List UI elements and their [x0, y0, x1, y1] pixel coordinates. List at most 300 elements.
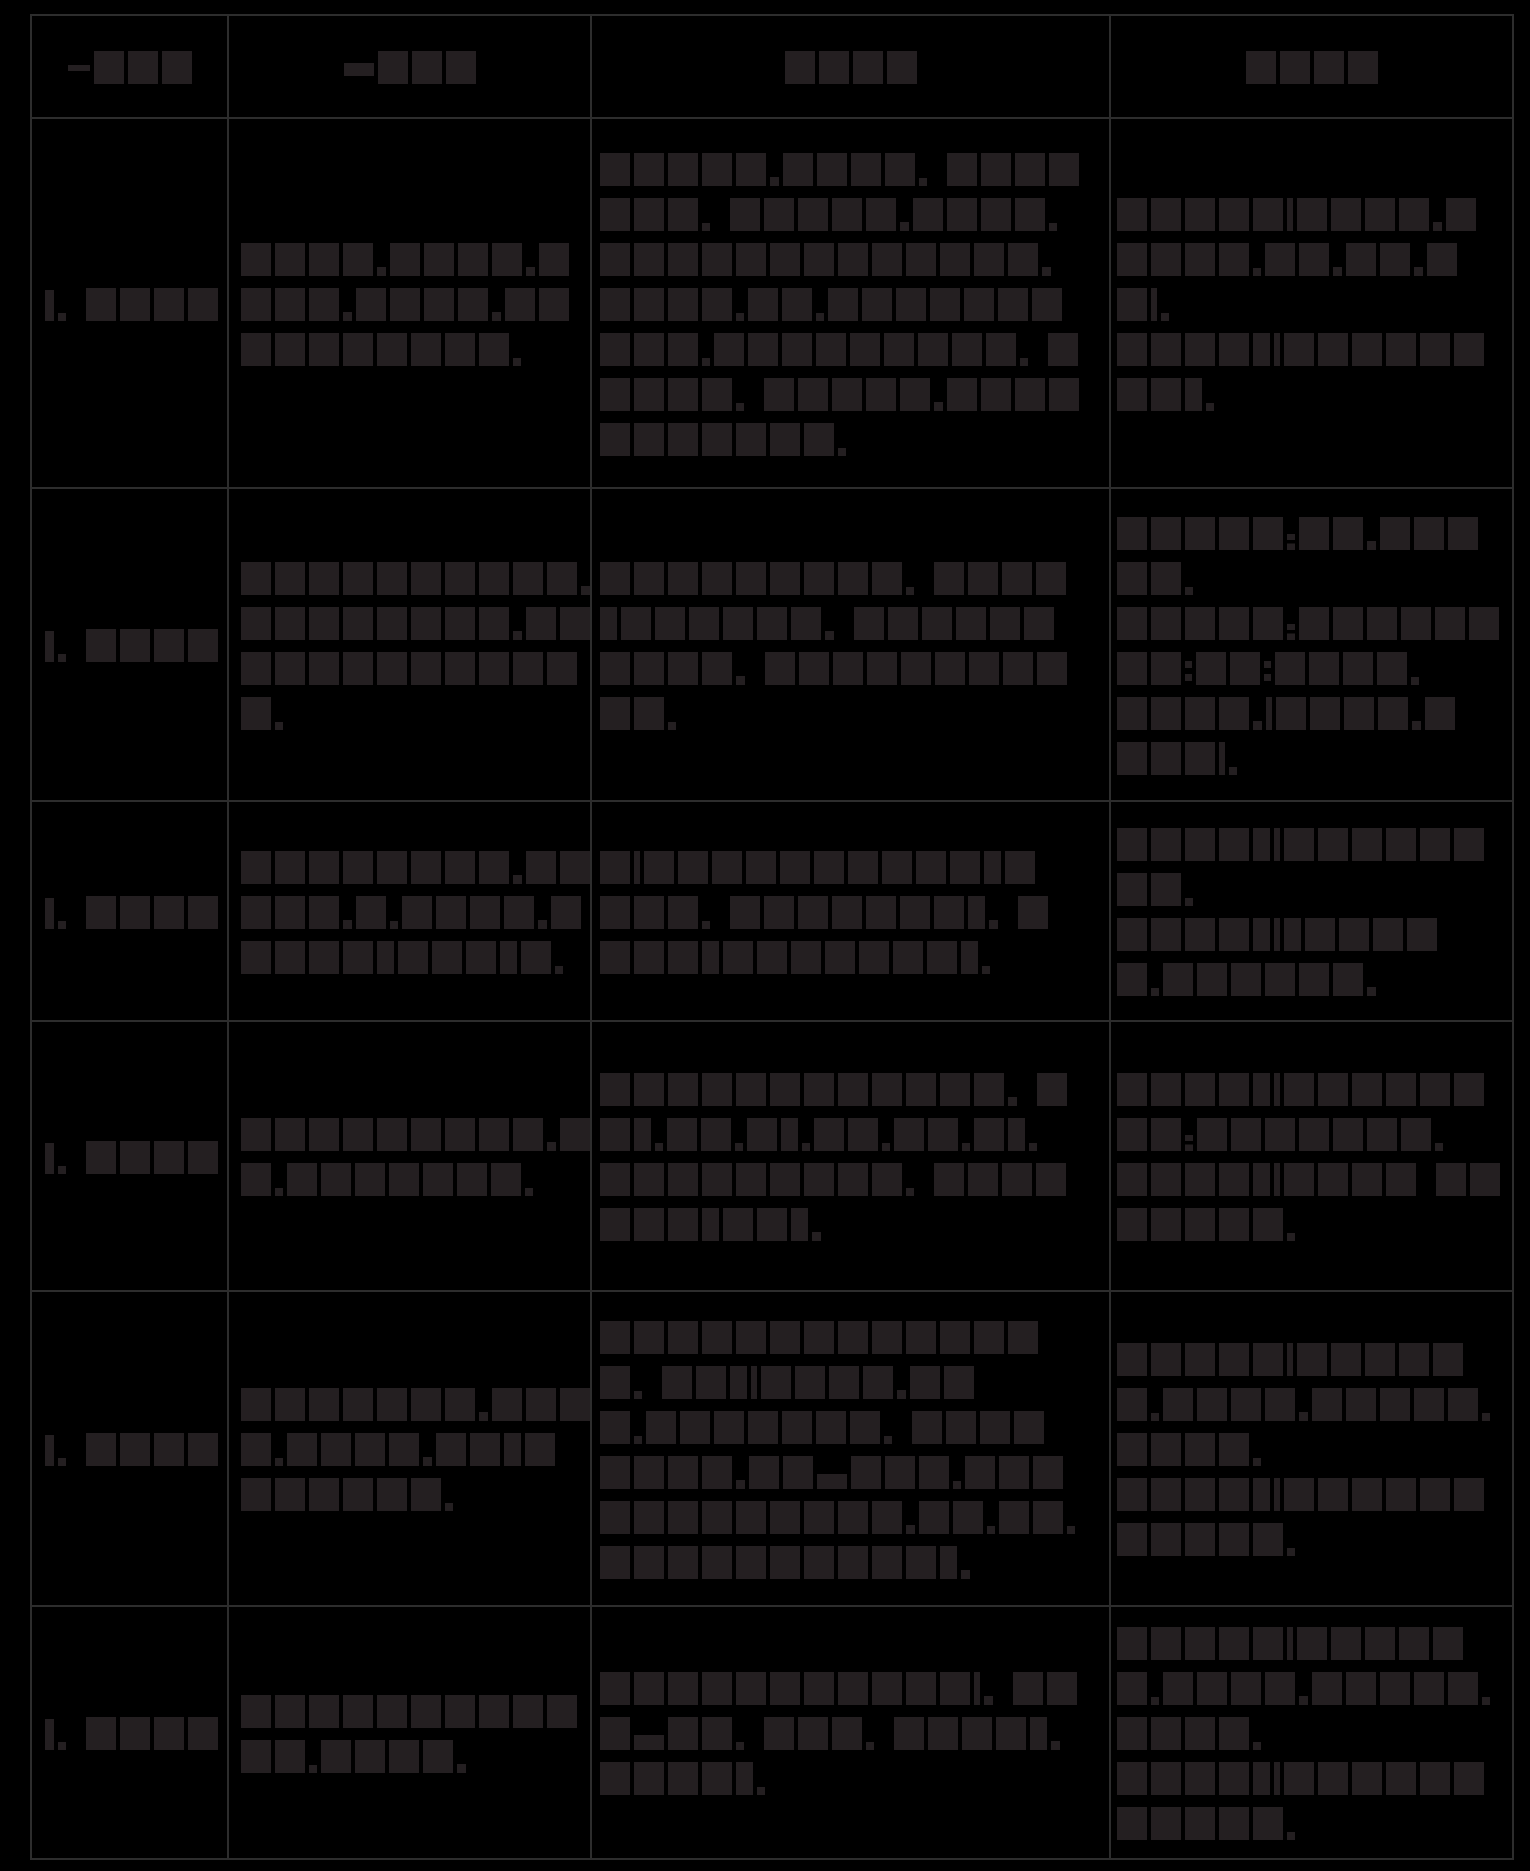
- block-glyph: [662, 1366, 692, 1399]
- block-glyph: [816, 333, 846, 366]
- text-line: [1117, 1471, 1512, 1516]
- block-glyph: [539, 288, 569, 321]
- block-glyph: [411, 652, 441, 685]
- block-glyph: [505, 288, 535, 321]
- vertical-bar-glyph: [1287, 198, 1293, 231]
- block-glyph: [1015, 153, 1045, 186]
- block-glyph: [782, 288, 812, 321]
- narrow-block-glyph: [702, 1208, 719, 1241]
- block-glyph: [424, 288, 454, 321]
- block-glyph: [600, 1366, 630, 1399]
- block-glyph: [1151, 873, 1181, 906]
- narrow-block-glyph: [1253, 1762, 1270, 1795]
- narrow-block-glyph: [1253, 918, 1270, 951]
- block-glyph: [678, 851, 708, 884]
- block-glyph: [1380, 517, 1410, 550]
- block-glyph: [872, 243, 902, 276]
- comma-glyph: [736, 676, 745, 685]
- block-glyph: [1420, 333, 1450, 366]
- period-glyph: [58, 1742, 66, 1750]
- block-glyph: [749, 1456, 779, 1489]
- block-glyph: [275, 562, 305, 595]
- block-glyph: [1003, 652, 1033, 685]
- block-glyph: [600, 1717, 630, 1750]
- block-glyph: [901, 652, 931, 685]
- digit-glyph: [45, 290, 54, 321]
- indicator-cell-c2: [229, 1607, 592, 1858]
- block-glyph: [539, 243, 569, 276]
- narrow-block-glyph: [791, 1208, 808, 1241]
- text-line: [600, 371, 1109, 416]
- text-line: [344, 44, 476, 89]
- block-glyph: [1399, 1343, 1429, 1376]
- indicator-cell-c4: [1111, 1022, 1512, 1292]
- block-glyph: [309, 1388, 339, 1421]
- period-glyph: [1185, 587, 1193, 595]
- block-glyph: [1284, 1762, 1314, 1795]
- indicator-cell-c3: [592, 1022, 1111, 1292]
- block-glyph: [412, 51, 442, 84]
- block-glyph: [814, 851, 844, 884]
- text-line: [241, 326, 590, 371]
- period-glyph: [1049, 223, 1057, 231]
- block-glyph: [1117, 1433, 1147, 1466]
- block-glyph: [445, 851, 475, 884]
- block-glyph: [1454, 828, 1484, 861]
- text-line: [600, 191, 1109, 236]
- block-glyph: [411, 1118, 441, 1151]
- comma-glyph: [1367, 541, 1376, 550]
- block-glyph: [1414, 1672, 1444, 1705]
- block-glyph: [714, 333, 744, 366]
- block-glyph: [1470, 1163, 1500, 1196]
- text-line: [45, 622, 227, 667]
- vertical-bar-glyph: [1266, 697, 1272, 730]
- block-glyph: [668, 652, 698, 685]
- block-glyph: [934, 562, 964, 595]
- text-line: [600, 326, 1109, 371]
- text-line: [600, 1494, 1109, 1539]
- period-glyph: [1287, 1548, 1295, 1556]
- comma-glyph: [343, 312, 352, 321]
- block-glyph: [1284, 1073, 1314, 1106]
- text-line: [241, 1471, 590, 1516]
- block-glyph: [1117, 1118, 1147, 1151]
- space-gap: [997, 1704, 1009, 1705]
- block-glyph: [560, 607, 590, 640]
- block-glyph: [634, 1208, 664, 1241]
- block-glyph: [701, 1118, 731, 1151]
- block-glyph: [884, 333, 914, 366]
- block-glyph: [355, 1433, 385, 1466]
- block-glyph: [947, 198, 977, 231]
- block-glyph: [872, 1073, 902, 1106]
- block-glyph: [1312, 1672, 1342, 1705]
- block-glyph: [241, 697, 271, 730]
- block-glyph: [1151, 1073, 1181, 1106]
- indicator-cell-c2: [229, 489, 592, 802]
- block-glyph: [1185, 243, 1215, 276]
- block-glyph: [668, 1073, 698, 1106]
- block-glyph: [513, 1118, 543, 1151]
- block-glyph: [946, 1411, 976, 1444]
- text-line: [1117, 1336, 1512, 1381]
- block-glyph: [906, 1546, 936, 1579]
- block-glyph: [398, 941, 428, 974]
- text-line: [68, 44, 192, 89]
- block-glyph: [1297, 1343, 1327, 1376]
- block-glyph: [1231, 1118, 1261, 1151]
- block-glyph: [424, 243, 454, 276]
- block-glyph: [526, 851, 556, 884]
- block-glyph: [829, 1366, 859, 1399]
- block-glyph: [1163, 1672, 1193, 1705]
- block-glyph: [702, 378, 732, 411]
- block-glyph: [634, 1163, 664, 1196]
- digit-glyph: [45, 631, 54, 662]
- block-glyph: [1219, 697, 1249, 730]
- block-glyph: [736, 243, 766, 276]
- indicator-cell-c3: [592, 1292, 1111, 1607]
- block-glyph: [1036, 1163, 1066, 1196]
- block-glyph: [411, 607, 441, 640]
- text-line: [241, 889, 590, 934]
- block-glyph: [634, 198, 664, 231]
- block-glyph: [1265, 1388, 1295, 1421]
- text-line: [45, 1710, 227, 1755]
- narrow-block-glyph: [1284, 918, 1301, 951]
- text-line: [1117, 510, 1512, 555]
- block-glyph: [377, 1118, 407, 1151]
- vertical-bar-glyph: [974, 1672, 980, 1705]
- block-glyph: [1331, 1627, 1361, 1660]
- block-glyph: [1386, 1762, 1416, 1795]
- block-glyph: [1454, 1073, 1484, 1106]
- block-glyph: [1253, 198, 1283, 231]
- period-glyph: [58, 1166, 66, 1174]
- block-glyph: [634, 1762, 664, 1795]
- block-glyph: [894, 1118, 924, 1151]
- block-glyph: [436, 1433, 466, 1466]
- block-glyph: [321, 1163, 351, 1196]
- text-line: [600, 690, 1109, 735]
- narrow-block-glyph: [961, 941, 978, 974]
- text-line: [45, 281, 227, 326]
- narrow-block-glyph: [600, 607, 617, 640]
- block-glyph: [1420, 1762, 1450, 1795]
- block-glyph: [343, 607, 373, 640]
- block-glyph: [1420, 828, 1450, 861]
- block-glyph: [1219, 1807, 1249, 1840]
- block-glyph: [356, 896, 386, 929]
- text-line: [241, 281, 590, 326]
- block-glyph: [906, 1073, 936, 1106]
- block-glyph: [309, 607, 339, 640]
- block-glyph: [1151, 918, 1181, 951]
- block-glyph: [1117, 198, 1147, 231]
- block-glyph: [1185, 1163, 1215, 1196]
- block-glyph: [1380, 243, 1410, 276]
- block-glyph: [947, 153, 977, 186]
- block-glyph: [832, 1717, 862, 1750]
- block-glyph: [1185, 1343, 1215, 1376]
- narrow-block-glyph: [1253, 1478, 1270, 1511]
- block-glyph: [782, 1411, 812, 1444]
- text-line: [1117, 555, 1512, 600]
- period-glyph: [445, 1503, 453, 1511]
- block-glyph: [968, 1163, 998, 1196]
- block-glyph: [702, 1163, 732, 1196]
- block-glyph: [1339, 918, 1369, 951]
- block-glyph: [1305, 918, 1335, 951]
- block-glyph: [919, 1456, 949, 1489]
- block-glyph: [696, 1366, 726, 1399]
- block-glyph: [798, 198, 828, 231]
- space-gap: [1002, 928, 1014, 929]
- period-glyph: [757, 1787, 765, 1795]
- block-glyph: [1151, 198, 1181, 231]
- block-glyph: [600, 1501, 630, 1534]
- block-glyph: [600, 1321, 630, 1354]
- block-glyph: [309, 896, 339, 929]
- block-glyph: [974, 243, 1004, 276]
- block-glyph: [343, 941, 373, 974]
- block-glyph: [1219, 198, 1249, 231]
- block-glyph: [1343, 652, 1373, 685]
- block-glyph: [872, 1501, 902, 1534]
- block-glyph: [1333, 517, 1363, 550]
- block-glyph: [458, 243, 488, 276]
- block-glyph: [1185, 1478, 1215, 1511]
- text-line: [600, 1710, 1109, 1755]
- period-glyph: [275, 1458, 283, 1466]
- block-glyph: [1297, 1627, 1327, 1660]
- block-glyph: [1433, 1343, 1463, 1376]
- period-glyph: [702, 358, 710, 366]
- block-glyph: [1299, 607, 1329, 640]
- block-glyph: [1117, 1073, 1147, 1106]
- block-glyph: [770, 1163, 800, 1196]
- block-glyph: [1253, 1343, 1283, 1376]
- block-glyph: [736, 153, 766, 186]
- block-glyph: [736, 1321, 766, 1354]
- period-glyph: [906, 587, 914, 595]
- comma-glyph: [989, 920, 998, 929]
- block-glyph: [668, 378, 698, 411]
- block-glyph: [828, 288, 858, 321]
- text-line: [241, 236, 590, 281]
- block-glyph: [872, 1321, 902, 1354]
- text-line: [45, 1134, 227, 1179]
- block-glyph: [1433, 1627, 1463, 1660]
- text-line: [600, 844, 1109, 889]
- block-glyph: [804, 1321, 834, 1354]
- block-glyph: [241, 607, 271, 640]
- block-glyph: [343, 652, 373, 685]
- block-glyph: [1365, 1343, 1395, 1376]
- text-line: [1117, 911, 1512, 956]
- block-glyph: [1333, 1118, 1363, 1151]
- block-glyph: [798, 1717, 828, 1750]
- text-line: [600, 600, 1109, 645]
- block-glyph: [445, 1118, 475, 1151]
- block-glyph: [838, 562, 868, 595]
- block-glyph: [1318, 333, 1348, 366]
- text-line: [1117, 1710, 1512, 1755]
- period-glyph: [275, 1188, 283, 1196]
- block-glyph: [668, 1208, 698, 1241]
- text-line: [600, 934, 1109, 979]
- block-glyph: [1032, 288, 1062, 321]
- text-line: [241, 1381, 590, 1426]
- block-glyph: [1219, 1762, 1249, 1795]
- narrow-block-glyph: [940, 1546, 957, 1579]
- block-glyph: [956, 607, 986, 640]
- block-glyph: [668, 1321, 698, 1354]
- block-glyph: [634, 697, 664, 730]
- block-glyph: [1185, 828, 1215, 861]
- block-glyph: [1448, 517, 1478, 550]
- block-glyph: [702, 288, 732, 321]
- text-line: [600, 1201, 1109, 1246]
- block-glyph: [918, 333, 948, 366]
- space-gap: [70, 1173, 82, 1174]
- block-glyph: [479, 333, 509, 366]
- space-gap: [878, 1749, 890, 1750]
- block-glyph: [714, 1411, 744, 1444]
- vertical-bar-glyph: [751, 1366, 757, 1399]
- block-glyph: [1117, 517, 1147, 550]
- narrow-block-glyph: [634, 1118, 651, 1151]
- text-line: [1117, 281, 1512, 326]
- block-glyph: [838, 1321, 868, 1354]
- comma-glyph: [1299, 1412, 1308, 1421]
- period-glyph: [1067, 1526, 1075, 1534]
- block-glyph: [1117, 243, 1147, 276]
- comma-glyph: [1333, 267, 1342, 276]
- narrow-block-glyph: [1253, 333, 1270, 366]
- block-glyph: [309, 941, 339, 974]
- block-glyph: [1015, 198, 1045, 231]
- block-glyph: [1185, 1433, 1215, 1466]
- block-glyph: [1185, 1523, 1215, 1556]
- block-glyph: [1380, 1672, 1410, 1705]
- block-glyph: [275, 607, 305, 640]
- block-glyph: [1420, 1073, 1450, 1106]
- block-glyph: [1151, 1433, 1181, 1466]
- block-glyph: [634, 243, 664, 276]
- block-glyph: [848, 1118, 878, 1151]
- block-glyph: [634, 562, 664, 595]
- block-glyph: [1117, 828, 1147, 861]
- block-glyph: [479, 562, 509, 595]
- block-glyph: [600, 896, 630, 929]
- block-glyph: [600, 1672, 630, 1705]
- block-glyph: [730, 896, 760, 929]
- block-glyph: [964, 288, 994, 321]
- block-glyph: [188, 1717, 218, 1750]
- block-glyph: [838, 1163, 868, 1196]
- block-glyph: [668, 1546, 698, 1579]
- block-glyph: [600, 1456, 630, 1489]
- block-glyph: [894, 1717, 924, 1750]
- period-glyph: [802, 1143, 810, 1151]
- block-glyph: [1299, 1118, 1329, 1151]
- block-glyph: [600, 1546, 630, 1579]
- block-glyph: [668, 423, 698, 456]
- period-glyph: [525, 1188, 533, 1196]
- block-glyph: [1151, 607, 1181, 640]
- block-glyph: [445, 333, 475, 366]
- block-glyph: [491, 1163, 521, 1196]
- block-glyph: [436, 896, 466, 929]
- row-number-cell: [32, 489, 229, 802]
- block-glyph: [965, 1456, 995, 1489]
- comma-glyph: [1414, 267, 1423, 276]
- block-glyph: [1117, 1807, 1147, 1840]
- space-gap: [714, 230, 726, 231]
- comma-glyph: [423, 1457, 432, 1466]
- block-glyph: [1299, 517, 1329, 550]
- block-glyph: [1401, 607, 1431, 640]
- period-glyph: [1185, 898, 1193, 906]
- block-glyph: [275, 1388, 305, 1421]
- block-glyph: [309, 1118, 339, 1151]
- period-glyph: [1020, 358, 1028, 366]
- block-glyph: [953, 1501, 983, 1534]
- text-line: [600, 1359, 1109, 1404]
- text-line: [241, 600, 590, 645]
- block-glyph: [1015, 378, 1045, 411]
- text-line: [600, 555, 1109, 600]
- period-glyph: [634, 1391, 642, 1399]
- comma-glyph: [897, 1390, 906, 1399]
- narrow-block-glyph: [1253, 828, 1270, 861]
- block-glyph: [1454, 333, 1484, 366]
- text-line: [600, 281, 1109, 326]
- block-glyph: [1435, 607, 1465, 640]
- block-glyph: [423, 1740, 453, 1773]
- text-line: [785, 44, 917, 89]
- block-glyph: [1151, 562, 1181, 595]
- narrow-block-glyph: [504, 1433, 521, 1466]
- block-glyph: [783, 1456, 813, 1489]
- block-glyph: [600, 1208, 630, 1241]
- block-glyph: [825, 941, 855, 974]
- block-glyph: [526, 607, 556, 640]
- block-glyph: [723, 1208, 753, 1241]
- narrow-block-glyph: [730, 1366, 747, 1399]
- block-glyph: [832, 378, 862, 411]
- block-glyph: [275, 941, 305, 974]
- space-gap: [70, 1749, 82, 1750]
- block-glyph: [862, 288, 892, 321]
- block-glyph: [974, 1073, 1004, 1106]
- space-gap: [70, 661, 82, 662]
- block-glyph: [1420, 1478, 1450, 1511]
- block-glyph: [600, 1163, 630, 1196]
- text-line: [1117, 1111, 1512, 1156]
- period-glyph: [275, 722, 283, 730]
- block-glyph: [525, 1433, 555, 1466]
- block-glyph: [634, 941, 664, 974]
- block-glyph: [1117, 652, 1147, 685]
- block-glyph: [1185, 607, 1215, 640]
- block-glyph: [838, 1501, 868, 1534]
- narrow-block-glyph: [702, 941, 719, 974]
- block-glyph: [154, 896, 184, 929]
- block-glyph: [466, 941, 496, 974]
